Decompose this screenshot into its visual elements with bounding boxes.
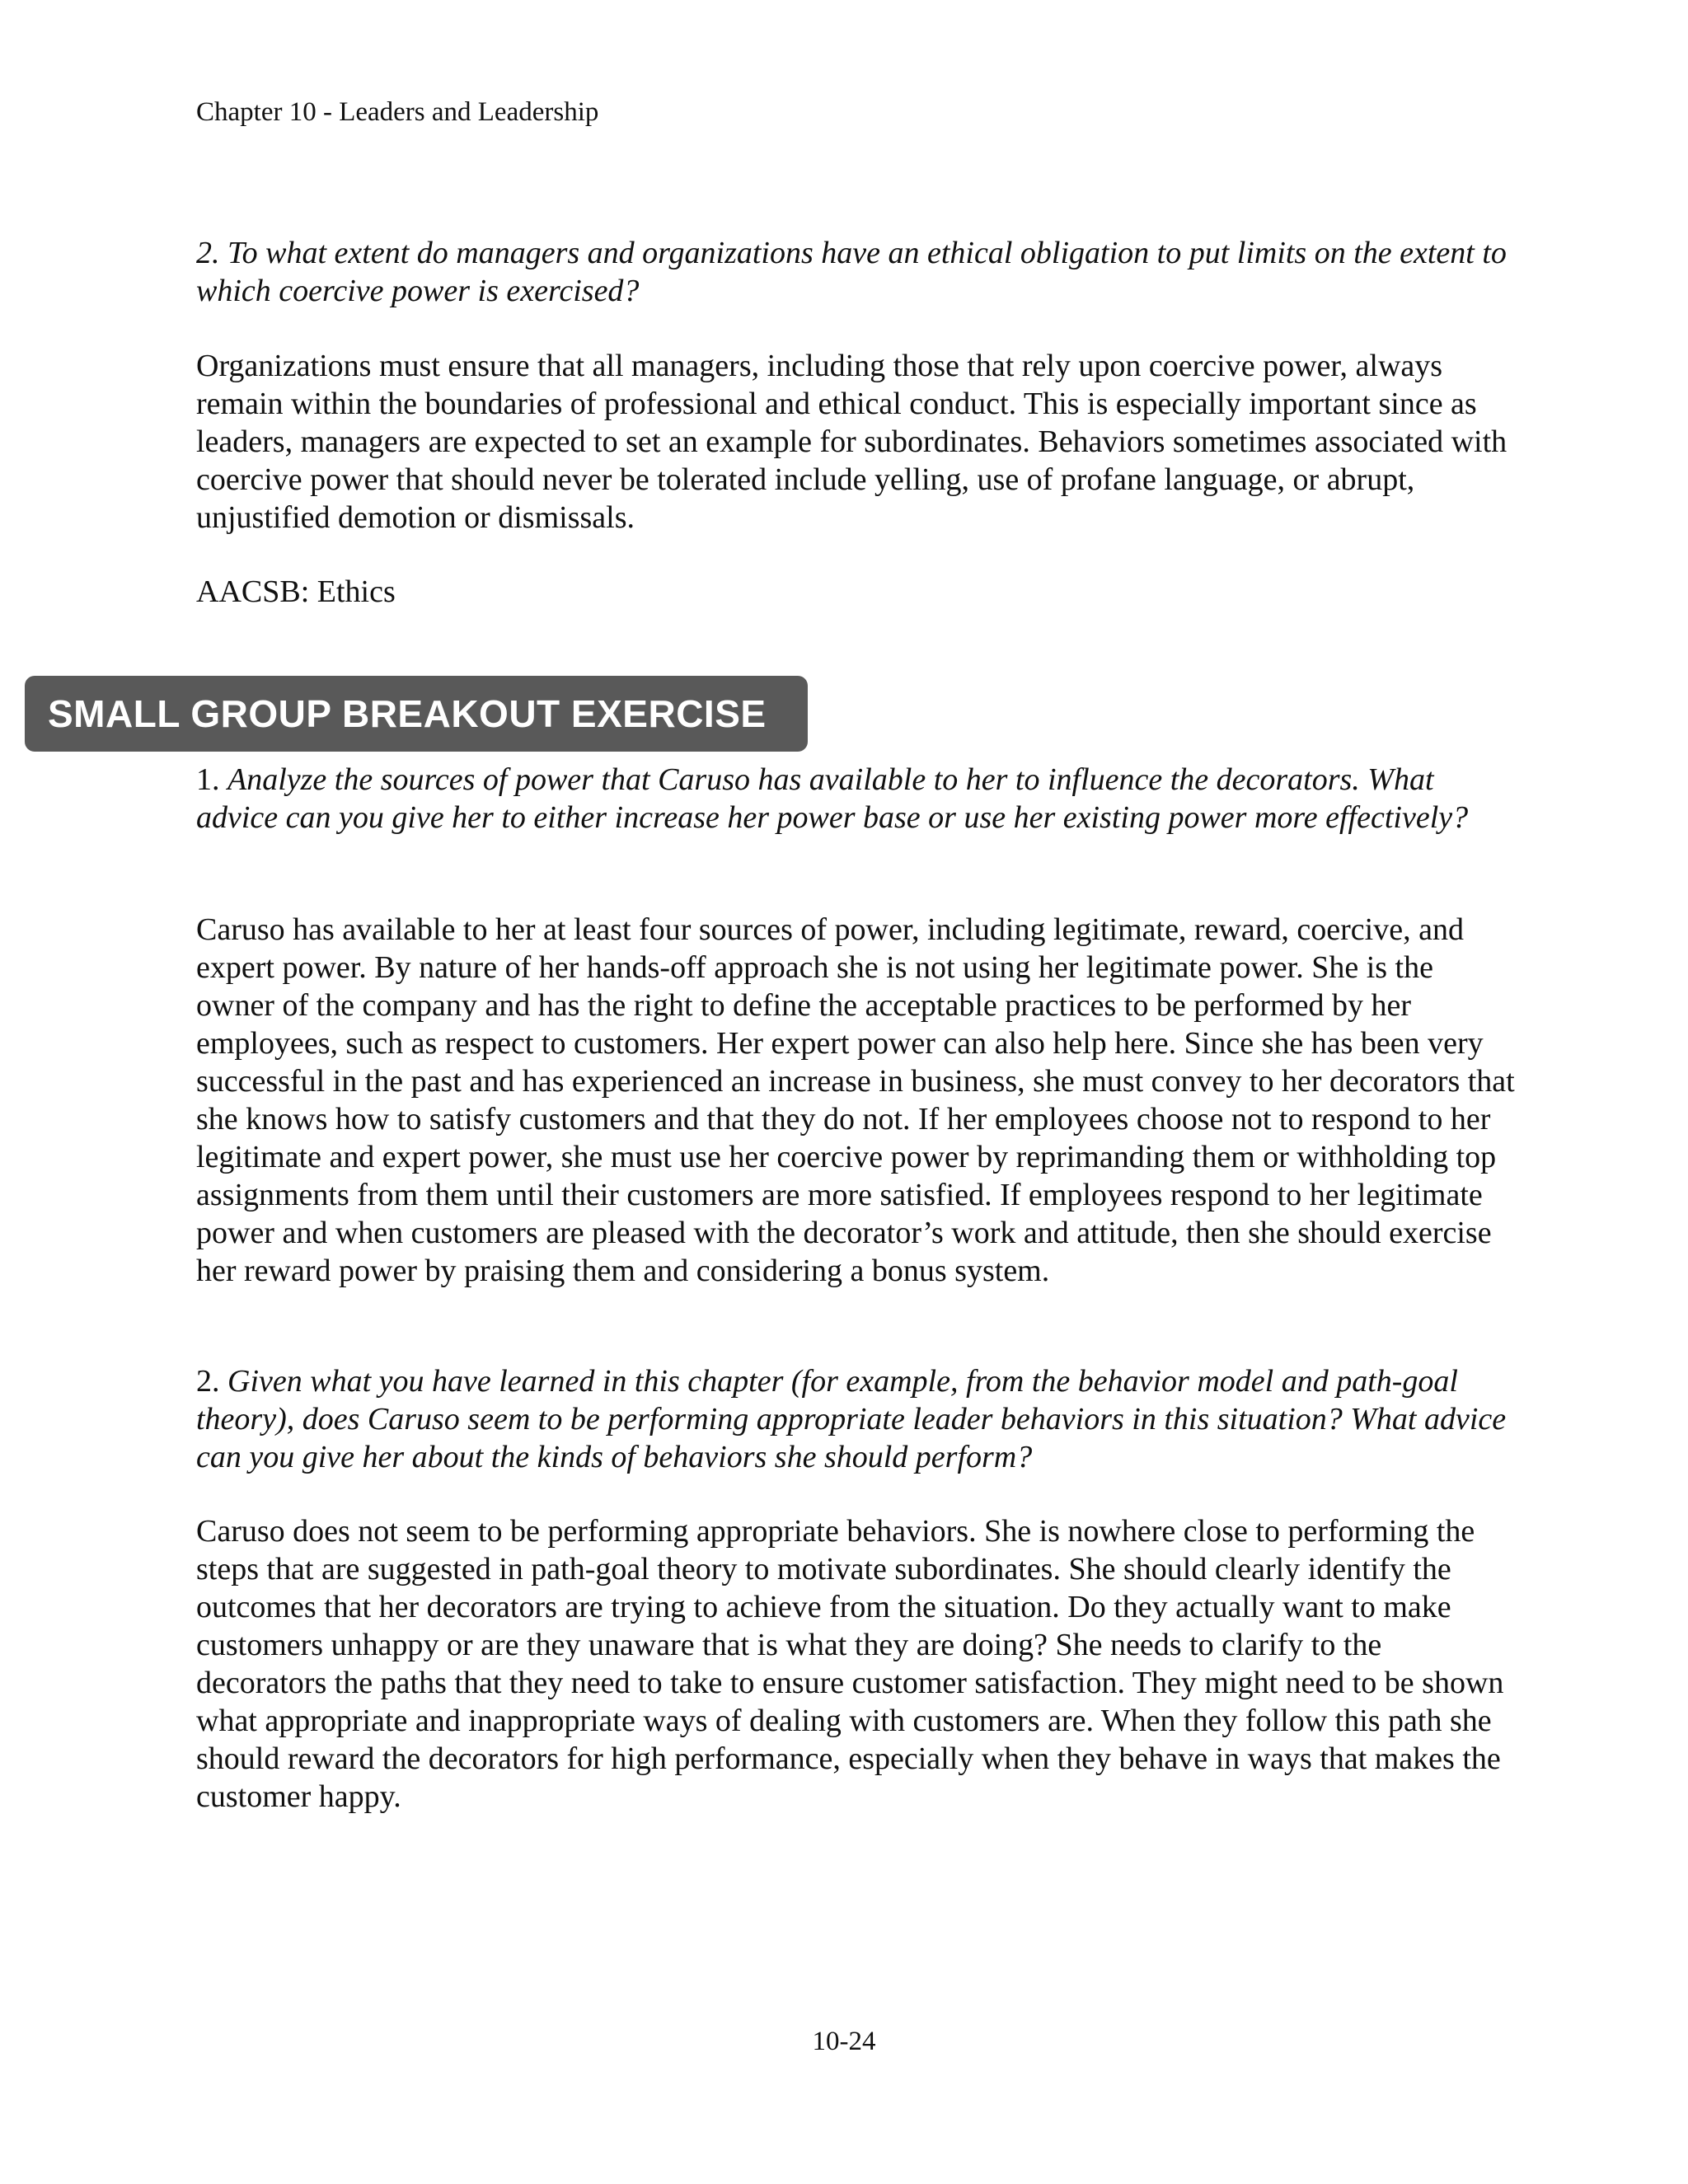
answer-2-ethics: Organizations must ensure that all managers, including those that rely upon coercive power, always remain within the boundaries of professional and ethical conduct. This is especially important since as leaders, managers are expected to set an example for subordinates. Behaviors sometimes associated with coercive power that should never be tolerated include yelling, use of profane language, or abrupt, unjustified demotion or dismissals. — [196, 349, 1507, 535]
page-number: 10-24 — [812, 2027, 876, 2056]
breakout-answer-2: Caruso does not seem to be performing appropriate behaviors. She is nowhere close to performing the steps that are suggested in path-goal theory to motivate subordinates. She should clearly identify the outcomes that her decorators are trying to achieve from the situation. Do they actually want to make customers unhappy or are they unaware that is what they are doing? She needs to clarify to the decorators the paths that they need to take to ensure customer satisfaction. They might need to be shown what appropriate and inappropriate ways of dealing with customers are. When they follow this path she should reward the decorators for high performance, especially when they behave in ways that makes the customer happy. — [196, 1514, 1504, 1814]
running-header: Chapter 10 - Leaders and Leadership — [196, 97, 599, 127]
question-2-text: Given what you have learned in this chapter (for example, from the behavior model and path-goal theory), does Caruso seem to be performing appropriate leader behaviors in this situation? What advice can you give her about the kinds of behaviors she should perform? — [196, 1364, 1507, 1474]
section-banner — [25, 676, 808, 752]
section-banner-title: SMALL GROUP BREAKOUT EXERCISE — [48, 692, 767, 735]
question-1-text: Analyze the sources of power that Caruso has available to her to influence the decorators. What advice can you give her to either increase her power base or use her existing power more effectively? — [196, 762, 1469, 835]
aacsb-tag: AACSB: Ethics — [196, 574, 396, 609]
breakout-answer-1: Caruso has available to her at least four sources of power, including legitimate, reward, coercive, and expert power. By nature of her hands-off approach she is not using her legitimate power. She is the owner of the company and has the right to define the acceptable practices to be performed by her employees, such as respect to customers. Her expert power can also help here. Since she has been very successful in the past and has experienced an increase in business, she must convey to her decorators that she knows how to satisfy customers and that they do not. If her employees choose not to respond to her legitimate and expert power, she must use her coercive power by reprimanding them or withholding top assignments from them until their customers are more satisfied. If employees respond to her legitimate power and when customers are pleased with the decorator’s work and attitude, then she should exercise her reward power by praising them and considering a bonus system. — [196, 912, 1515, 1288]
breakout-question-1 — [196, 761, 1515, 837]
breakout-question-2 — [196, 1362, 1515, 1476]
question-2-ethics: 2. To what extent do managers and organizations have an ethical obligation to put limits on the extent to which coercive power is exercised? — [196, 236, 1507, 308]
question-2-number: 2. — [196, 1364, 220, 1399]
question-1-number: 1. — [196, 762, 220, 797]
